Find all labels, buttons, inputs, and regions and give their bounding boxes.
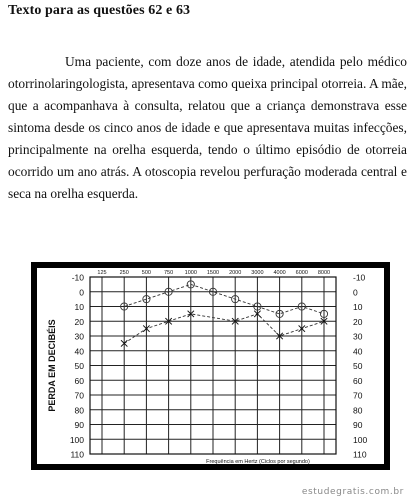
x-axis-label: Frequência em Hertz (Ciclos por segundo) (206, 459, 310, 465)
x-tick-label: 500 (141, 270, 151, 276)
x-tick-label: 6000 (295, 270, 308, 276)
question-passage: Uma paciente, com doze anos de idade, atendida pelo médico otorrinolaringologista, apresentava como queixa principal otorreia. A mãe, que a acompanhava à consulta, relatou que a criança demonstrava esse sintoma desde os cinco anos de idade e que apresentava muitas infecções, principalmente na orelha esquerda, tendo o último episódio de otorreia ocorrido um ano atrás. A otoscopia revelou perfuração moderada central e seca na orelha esquerda. (8, 54, 407, 201)
x-tick-label: 8000 (317, 270, 331, 276)
y-tick-label-left: 30 (74, 331, 84, 342)
y-tick-label-right: 0 (353, 287, 358, 298)
y-tick-label-left: 80 (74, 405, 84, 416)
x-tick-label: 1000 (184, 270, 197, 276)
y-tick-label-left: 20 (74, 316, 84, 327)
y-tick-label-left: 60 (74, 375, 84, 386)
y-tick-label-left: 100 (69, 434, 84, 445)
y-tick-label-left: 0 (79, 287, 84, 298)
audiogram-chart (31, 262, 390, 470)
y-tick-label-left: 110 (70, 449, 84, 460)
y-tick-label-right: 70 (353, 390, 363, 401)
y-tick-label-left: 90 (74, 420, 84, 430)
y-tick-label-left: 70 (74, 390, 84, 401)
y-tick-label-right: 100 (353, 434, 368, 445)
x-tick-label: 3000 (251, 270, 264, 276)
y-tick-label-right: 80 (353, 405, 363, 416)
audiogram-figure (31, 262, 390, 470)
y-tick-label-right: 60 (353, 375, 363, 386)
x-tick-label: 125 (97, 270, 107, 276)
x-tick-label: 250 (119, 270, 129, 276)
y-tick-label-left: 40 (74, 346, 84, 357)
y-tick-label-right: 20 (353, 316, 363, 327)
y-tick-label-right: 110 (353, 449, 367, 460)
watermark: estudegratis.com.br (301, 487, 404, 497)
x-tick-label: 2000 (229, 270, 242, 276)
y-tick-label-right: 50 (353, 361, 363, 371)
y-axis-label: PERDA EM DECIBÉIS (47, 319, 57, 412)
y-tick-label-right: -10 (353, 272, 366, 283)
y-tick-label-right: 30 (353, 331, 363, 342)
x-tick-label: 4000 (273, 270, 286, 276)
y-tick-label-left: -10 (71, 272, 84, 283)
question-heading: Texto para as questões 62 e 63 (8, 3, 191, 18)
y-tick-label-left: 50 (74, 361, 84, 371)
y-tick-label-right: 10 (353, 302, 363, 312)
x-tick-label: 1500 (206, 270, 220, 276)
y-tick-label-right: 90 (353, 420, 363, 430)
y-tick-label-left: 10 (74, 302, 84, 312)
y-tick-label-right: 40 (353, 346, 363, 357)
x-tick-label: 750 (164, 270, 174, 276)
